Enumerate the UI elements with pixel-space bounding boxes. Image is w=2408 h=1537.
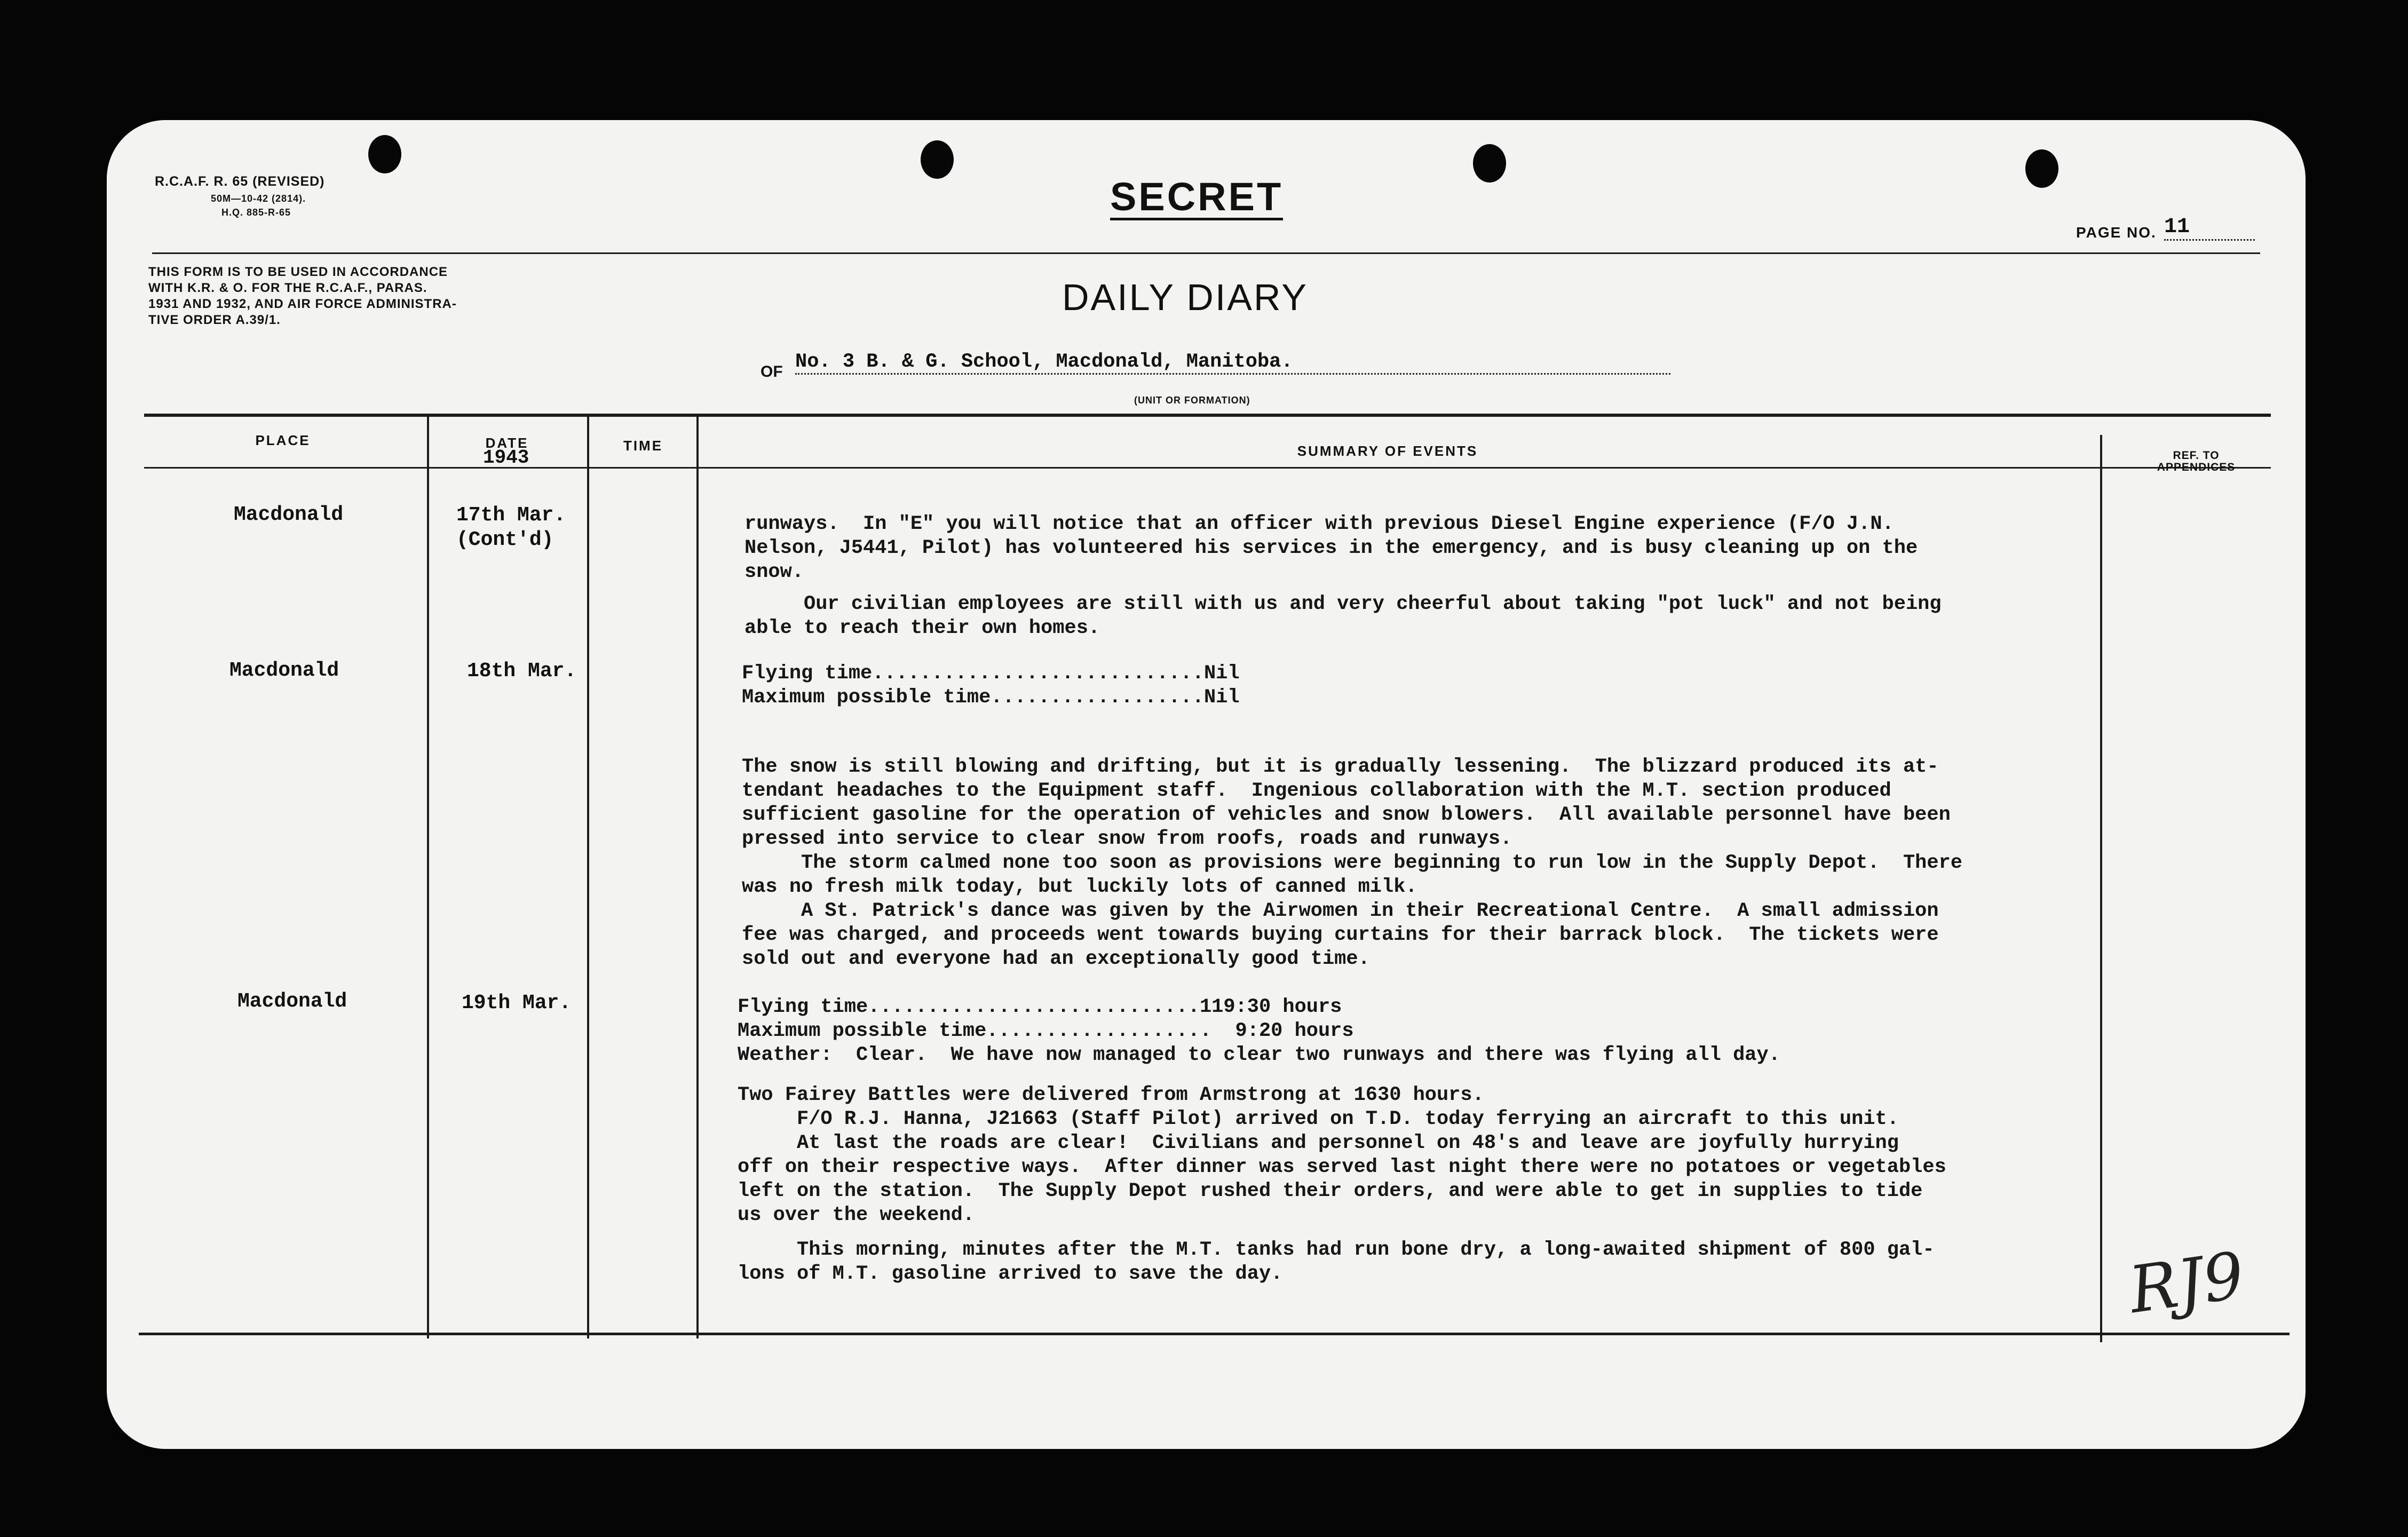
summary-line: Maximum possible time..................Nil	[742, 686, 1240, 709]
summary-line: left on the station. The Supply Depot rushed their orders, and were able to get in supplies to tide	[738, 1180, 1923, 1202]
summary-line: snow.	[744, 561, 804, 583]
column-divider	[2100, 435, 2102, 1342]
summary-line: us over the weekend.	[738, 1204, 975, 1226]
column-header-summary: SUMMARY OF EVENTS	[1297, 443, 1478, 459]
form-code-print: 50M—10-42 (2814).	[211, 193, 306, 204]
punch-hole	[921, 140, 954, 179]
handwritten-initials: RJ9	[2125, 1238, 2249, 1328]
summary-line: pressed into service to clear snow from roofs, roads and runways.	[742, 828, 1512, 850]
summary-line: Maximum possible time................... 9:20 hours	[738, 1020, 1354, 1042]
summary-line: The storm calmed none too soon as provisions were beginning to run low in the Supply Depot. There	[742, 852, 1962, 874]
summary-line: F/O R.J. Hanna, J21663 (Staff Pilot) arrived on T.D. today ferrying an aircraft to this unit.	[738, 1108, 1899, 1130]
entry-date: 18th Mar.	[467, 660, 577, 683]
column-divider	[427, 415, 429, 1338]
page-number: 11	[2164, 215, 2255, 241]
entry-place: Macdonald	[234, 503, 344, 526]
summary-line: fee was charged, and proceeds went towards buying curtains for their barrack block. The tickets were	[742, 924, 1939, 946]
entry-place: Macdonald	[237, 990, 347, 1013]
form-instructions: THIS FORM IS TO BE USED IN ACCORDANCE WITH K.R. & O. FOR THE R.C.A.F., PARAS. 1931 AND 1932, AND AIR FORCE ADMINISTRA- TIVE ORDER A.39/1.	[148, 265, 457, 327]
of-label: OF	[761, 363, 783, 381]
summary-line: was no fresh milk today, but luckily lots of canned milk.	[742, 876, 1417, 898]
summary-line: A St. Patrick's dance was given by the Airwomen in their Recreational Centre. A small admission	[742, 900, 1939, 922]
punch-hole	[1473, 144, 1506, 183]
form-code: R.C.A.F. R. 65 (REVISED)	[155, 174, 325, 189]
summary-line: Flying time............................119:30 hours	[738, 996, 1342, 1018]
column-divider	[587, 415, 589, 1338]
summary-line: Two Fairey Battles were delivered from Armstrong at 1630 hours.	[738, 1084, 1484, 1106]
summary-line: Weather: Clear. We have now managed to clear two runways and there was flying all day.	[738, 1044, 1780, 1066]
summary-line: sold out and everyone had an exceptionally good time.	[742, 948, 1370, 970]
summary-line: Nelson, J5441, Pilot) has volunteered his services in the emergency, and is busy cleaning up on the	[744, 537, 1918, 559]
diary-form-card	[107, 120, 2306, 1449]
column-header-time: TIME	[623, 438, 663, 454]
summary-line: able to reach their own homes.	[744, 617, 1100, 639]
entry-place: Macdonald	[229, 659, 339, 682]
classification-stamp: SECRET	[1110, 176, 1283, 220]
form-code-hq: H.Q. 885-R-65	[221, 207, 291, 218]
summary-line: off on their respective ways. After dinner was served last night there were no potatoes or vegetables	[738, 1156, 1946, 1178]
table-header-rule	[144, 467, 2271, 469]
unit-name: No. 3 B. & G. School, Macdonald, Manitoba.	[795, 351, 1670, 375]
summary-line: sufficient gasoline for the operation of vehicles and snow blowers. All available personnel have been	[742, 804, 1951, 826]
unit-caption: (UNIT OR FORMATION)	[1134, 395, 1250, 406]
table-bottom-rule	[139, 1333, 2290, 1335]
punch-hole	[368, 135, 401, 173]
summary-line: Flying time............................Nil	[742, 662, 1240, 685]
column-divider	[696, 415, 699, 1338]
year: 1943	[483, 447, 529, 469]
summary-line: runways. In "E" you will notice that an officer with previous Diesel Engine experience (F/O J.N.	[744, 513, 1894, 535]
entry-date: 19th Mar.	[462, 992, 572, 1015]
header-rule	[152, 252, 2260, 254]
page-label: PAGE NO.	[2076, 224, 2157, 241]
punch-hole	[2025, 149, 2058, 188]
column-header-ref: REF. TO APPENDICES	[2157, 449, 2236, 473]
summary-line: Our civilian employees are still with us and very cheerful about taking "pot luck" and not being	[744, 593, 1942, 615]
column-header-date: DATE	[485, 435, 529, 451]
summary-line: lons of M.T. gasoline arrived to save the day.	[738, 1263, 1283, 1285]
entry-date: 17th Mar. (Cont'd)	[456, 504, 566, 551]
summary-line: This morning, minutes after the M.T. tanks had run bone dry, a long-awaited shipment of 800 gal-	[738, 1239, 1935, 1261]
page-title: DAILY DIARY	[1062, 276, 1308, 318]
summary-line: At last the roads are clear! Civilians and personnel on 48's and leave are joyfully hurrying	[738, 1132, 1899, 1154]
summary-line: tendant headaches to the Equipment staff. Ingenious collaboration with the M.T. section produced	[742, 780, 1891, 802]
column-header-place: PLACE	[255, 432, 311, 448]
table-top-rule	[144, 414, 2271, 417]
summary-line: The snow is still blowing and drifting, but it is gradually lessening. The blizzard produced its at-	[742, 756, 1939, 778]
